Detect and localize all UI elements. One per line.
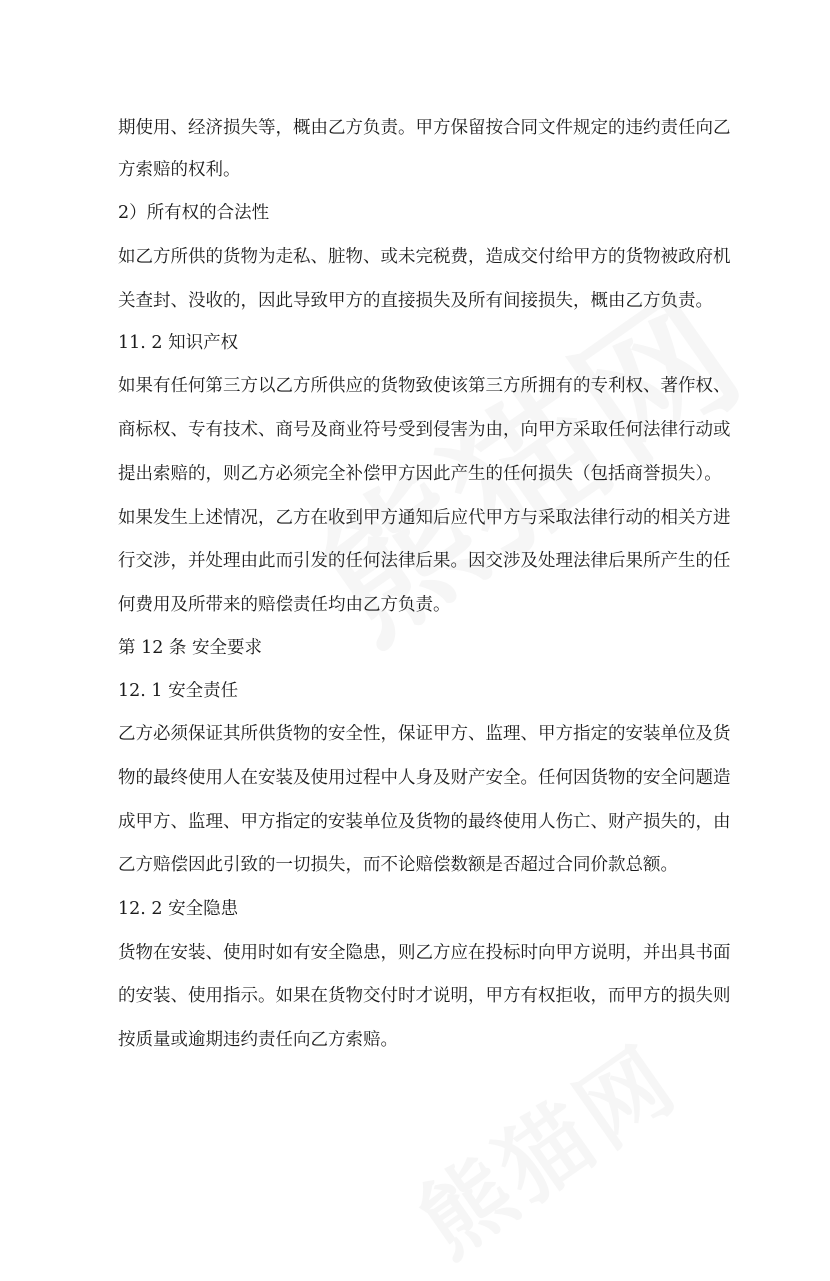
paragraph-line: 货物在安装、使用时如有安全隐患，则乙方应在投标时向甲方说明，并出具书面 — [118, 943, 731, 963]
paragraph-line: 如果有任何第三方以乙方所供应的货物致使该第三方所拥有的专利权、著作权、 — [118, 376, 731, 396]
paragraph-line: 提出索赔的，则乙方必须完全补偿甲方因此产生的任何损失（包括商誉损失）。 — [118, 464, 722, 484]
section-heading: 12. 1 安全责任 — [118, 681, 239, 701]
paragraph-line: 期使用、经济损失等，概由乙方负责。甲方保留按合同文件规定的违约责任向乙 — [118, 118, 731, 138]
paragraph-line: 乙方赔偿因此引致的一切损失，而不论赔偿数额是否超过合同价款总额。 — [118, 855, 678, 875]
paragraph-line: 的安装、使用指示。如果在货物交付时才说明，甲方有权拒收，而甲方的损失则 — [118, 986, 731, 1006]
paragraph-line: 物的最终使用人在安装及使用过程中人身及财产安全。任何因货物的安全问题造 — [118, 768, 731, 788]
paragraph-line: 何费用及所带来的赔偿责任均由乙方负责。 — [118, 595, 451, 615]
paragraph-line: 关查封、没收的，因此导致甲方的直接损失及所有间接损失，概由乙方负责。 — [118, 291, 713, 311]
paragraph-line: 商标权、专有技术、商号及商业符号受到侵害为由，向甲方采取任何法律行动或 — [118, 420, 731, 440]
article-heading: 第 12 条 安全要求 — [118, 638, 262, 658]
section-heading: 12. 2 安全隐患 — [118, 899, 239, 919]
section-heading: 2）所有权的合法性 — [118, 203, 270, 223]
paragraph-line: 如乙方所供的货物为走私、脏物、或未完税费，造成交付给甲方的货物被政府机 — [118, 247, 731, 267]
paragraph-line: 按质量或逾期违约责任向乙方索赔。 — [118, 1030, 398, 1050]
section-heading: 11. 2 知识产权 — [118, 333, 239, 353]
paragraph-line: 方索赔的权利。 — [118, 160, 241, 180]
paragraph-line: 成甲方、监理、甲方指定的安装单位及货物的最终使用人伤亡、财产损失的，由 — [118, 812, 731, 832]
paragraph-line: 如果发生上述情况，乙方在收到甲方通知后应代甲方与采取法律行动的相关方进 — [118, 508, 731, 528]
paragraph-line: 行交涉，并处理由此而引发的任何法律后果。因交涉及处理法律后果所产生的任 — [118, 551, 731, 571]
paragraph-line: 乙方必须保证其所供货物的安全性，保证甲方、监理、甲方指定的安装单位及货 — [118, 724, 731, 744]
